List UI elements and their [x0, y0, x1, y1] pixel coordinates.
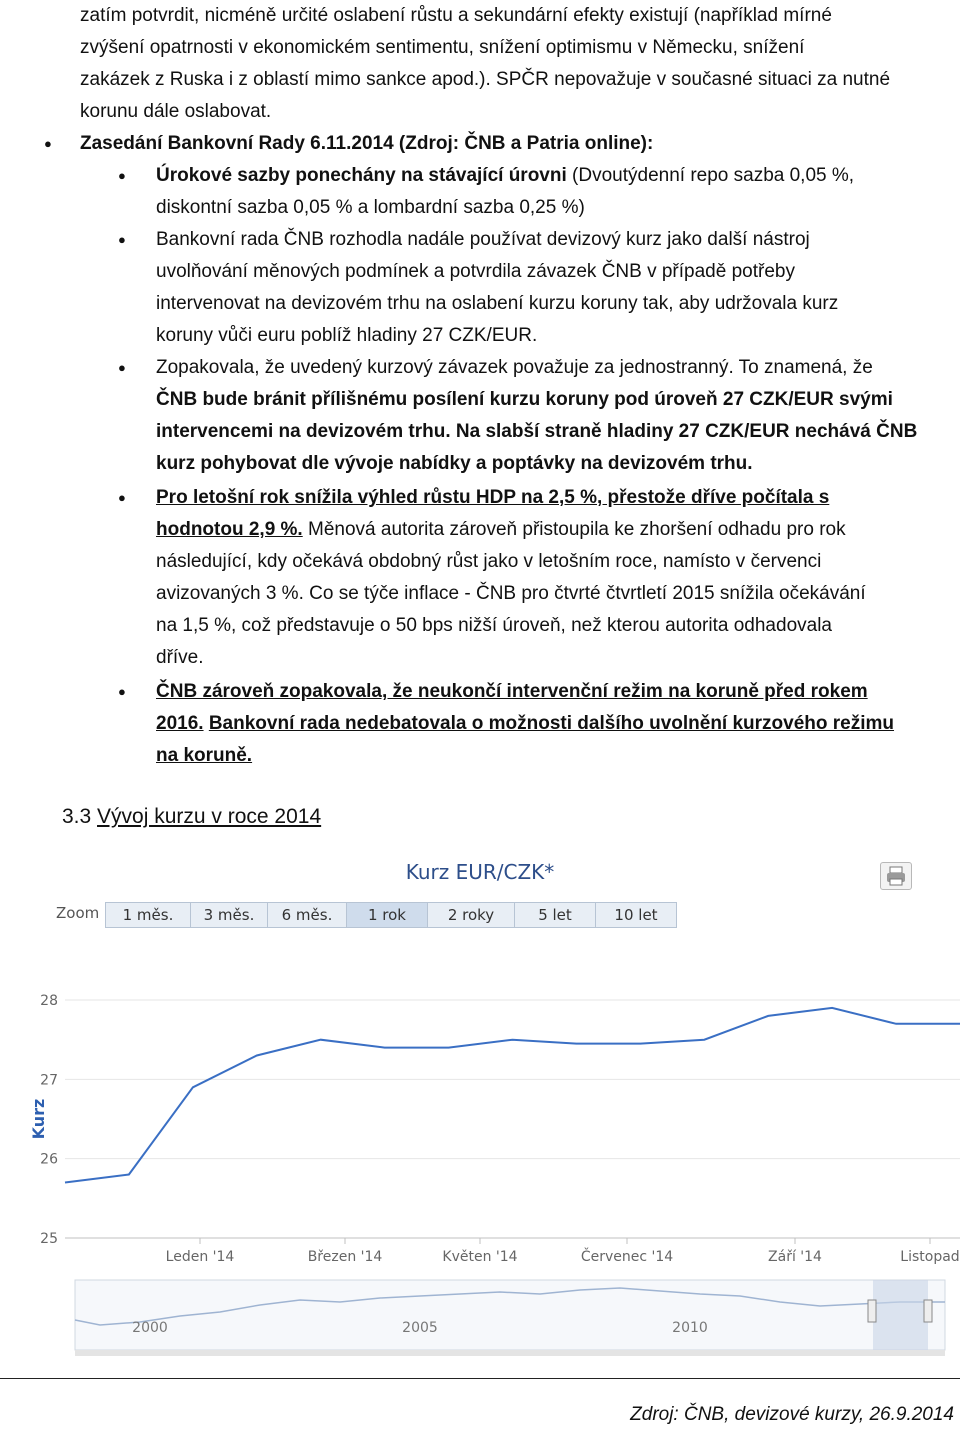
- x-tick-label: Listopad: [900, 1249, 960, 1265]
- bullet-icon: ●: [118, 168, 126, 183]
- source-note: Zdroj: ČNB, devizové kurzy, 26.9.2014: [630, 1404, 954, 1425]
- zoom-button-1[interactable]: 3 měs.: [190, 902, 268, 928]
- bullet-4-line: [156, 514, 846, 546]
- navigator-tick-label: 2000: [132, 1320, 168, 1336]
- bullet-1-rest: (Dvoutýdenní repo sazba 0,05 %,: [566, 165, 855, 186]
- y-tick-label: 27: [40, 1072, 58, 1089]
- zoom-button-3[interactable]: 1 rok: [346, 902, 428, 928]
- bullet-2-line: intervenovat na devizovém trhu na oslabení kurzu koruny tak, aby udržovala kurz: [156, 293, 839, 314]
- bullet-1-line: [156, 160, 854, 192]
- paragraph-line: zvýšení opatrnosti v ekonomickém sentimentu, snížení optimismu v Německu, snížení: [80, 37, 805, 58]
- bullet-5-bold: Bankovní rada nedebatovala o možnosti dalšího uvolnění kurzového režimu: [208, 713, 895, 734]
- zoom-button-6[interactable]: 10 let: [595, 902, 677, 928]
- bullet-4-bold: hodnotou 2,9 %.: [156, 519, 303, 540]
- bullet-1-bold: Úrokové sazby ponechány na stávající úrovni: [156, 165, 567, 186]
- navigator-tick-label: 2010: [672, 1320, 708, 1336]
- y-tick-label: 25: [40, 1231, 58, 1247]
- bullet-5-line: [156, 708, 894, 740]
- section-title: Vývoj kurzu v roce 2014: [97, 805, 322, 828]
- bullet-3-line: ČNB bude bránit přílišnému posílení kurzu koruny pod úroveň 27 CZK/EUR svými: [156, 389, 893, 410]
- bullet-4-text: Měnová autorita zároveň přistoupila ke zhoršení odhadu pro rok: [302, 519, 846, 540]
- bullet-3-bold: Na slabší straně hladiny 27 CZK/EUR nechává ČNB: [450, 421, 918, 442]
- x-tick-label: Leden '14: [165, 1249, 235, 1265]
- zoom-button-5[interactable]: 5 let: [514, 902, 596, 928]
- navigator-handle-left: [868, 1300, 876, 1322]
- zoom-label: Zoom: [56, 904, 100, 922]
- bullet-icon: ●: [118, 360, 126, 375]
- y-tick-label: 28: [40, 993, 58, 1009]
- navigator-tick-label: 2005: [402, 1320, 438, 1336]
- navigator-selection: [873, 1280, 928, 1350]
- bullet-5-line: na koruně.: [156, 745, 253, 766]
- bullet-1-line: diskontní sazba 0,05 % a lombardní sazba 0,25 %): [156, 197, 585, 218]
- bullet-3-text: To znamená, že: [733, 357, 873, 378]
- x-tick-label: Květen '14: [442, 1249, 518, 1265]
- bullet-5-line: ČNB zároveň zopakovala, že neukončí intervenční režim na koruně před rokem: [156, 681, 868, 702]
- bullet-2-line: uvolňování měnových podmínek a potvrdila závazek ČNB v případě potřeby: [156, 261, 795, 282]
- paragraph-line: zatím potvrdit, nicméně určité oslabení růstu a sekundární efekty existují (například mírné: [80, 5, 832, 26]
- bullet-3-line: [156, 352, 873, 384]
- section-number: 3.3: [62, 805, 98, 828]
- bullet-3-line: [156, 416, 917, 448]
- chart-title: Kurz EUR/CZK*: [405, 860, 555, 884]
- bullet-icon: ●: [118, 232, 126, 247]
- navigator-frame: [75, 1280, 945, 1350]
- bullet-3-bold: intervencemi na devizovém trhu.: [156, 421, 451, 442]
- bullet-2-line: koruny vůči euru poblíž hladiny 27 CZK/EUR.: [156, 325, 538, 346]
- y-tick-label: 26: [40, 1151, 58, 1168]
- bullet-2-line: Bankovní rada ČNB rozhodla nadále používat devizový kurz jako další nástroj: [156, 229, 810, 250]
- navigator-scrollbar: [75, 1350, 945, 1356]
- zoom-button-4[interactable]: 2 roky: [427, 902, 515, 928]
- meeting-heading: Zasedání Bankovní Rady 6.11.2014 (Zdroj: ČNB a Patria online):: [80, 133, 654, 154]
- bullet-icon: ●: [118, 684, 126, 699]
- bullet-icon: ●: [118, 490, 126, 505]
- bullet-4-line: na 1,5 %, což představuje o 50 bps nižší úroveň, než kterou autorita odhadovala: [156, 615, 832, 636]
- zoom-button-0[interactable]: 1 měs.: [105, 902, 191, 928]
- navigator-handle-right: [924, 1300, 932, 1322]
- bullet-4-line: avizovaných 3 %. Co se týče inflace - ČNB pro čtvrté čtvrtletí 2015 snížila očekávání: [156, 583, 866, 604]
- zoom-button-2[interactable]: 6 měs.: [267, 902, 347, 928]
- bullet-4-line: dříve.: [156, 647, 204, 668]
- x-tick-label: Březen '14: [307, 1249, 383, 1265]
- section-heading: [62, 800, 321, 834]
- x-tick-label: Září '14: [768, 1249, 822, 1265]
- divider: [0, 1378, 960, 1379]
- paragraph-line: zakázek z Ruska i z oblastí mimo sankce apod.). SPČR nepovažuje v současné situaci za nutné: [80, 69, 891, 90]
- series-line: [65, 1008, 960, 1183]
- y-axis-label: Kurz: [29, 1098, 48, 1140]
- bullet-4-line: následující, kdy očekává obdobný růst jako v letošním roce, namísto v červenci: [156, 551, 822, 572]
- x-tick-label: Červenec '14: [580, 1249, 674, 1265]
- bullet-4-line: Pro letošní rok snížila výhled růstu HDP na 2,5 %, přestože dříve počítala s: [156, 487, 830, 508]
- bullet-3-line: kurz pohybovat dle vývoje nabídky a poptávky na devizovém trhu.: [156, 453, 753, 474]
- paragraph-line: korunu dále oslabovat.: [80, 101, 272, 122]
- bullet-icon: ●: [44, 136, 52, 151]
- bullet-3-text: Zopakovala, že uvedený kurzový závazek považuje za jednostranný.: [156, 357, 734, 378]
- chart-plot: [0, 850, 960, 1360]
- exchange-rate-chart: [0, 850, 960, 1360]
- bullet-5-bold: 2016.: [156, 713, 204, 734]
